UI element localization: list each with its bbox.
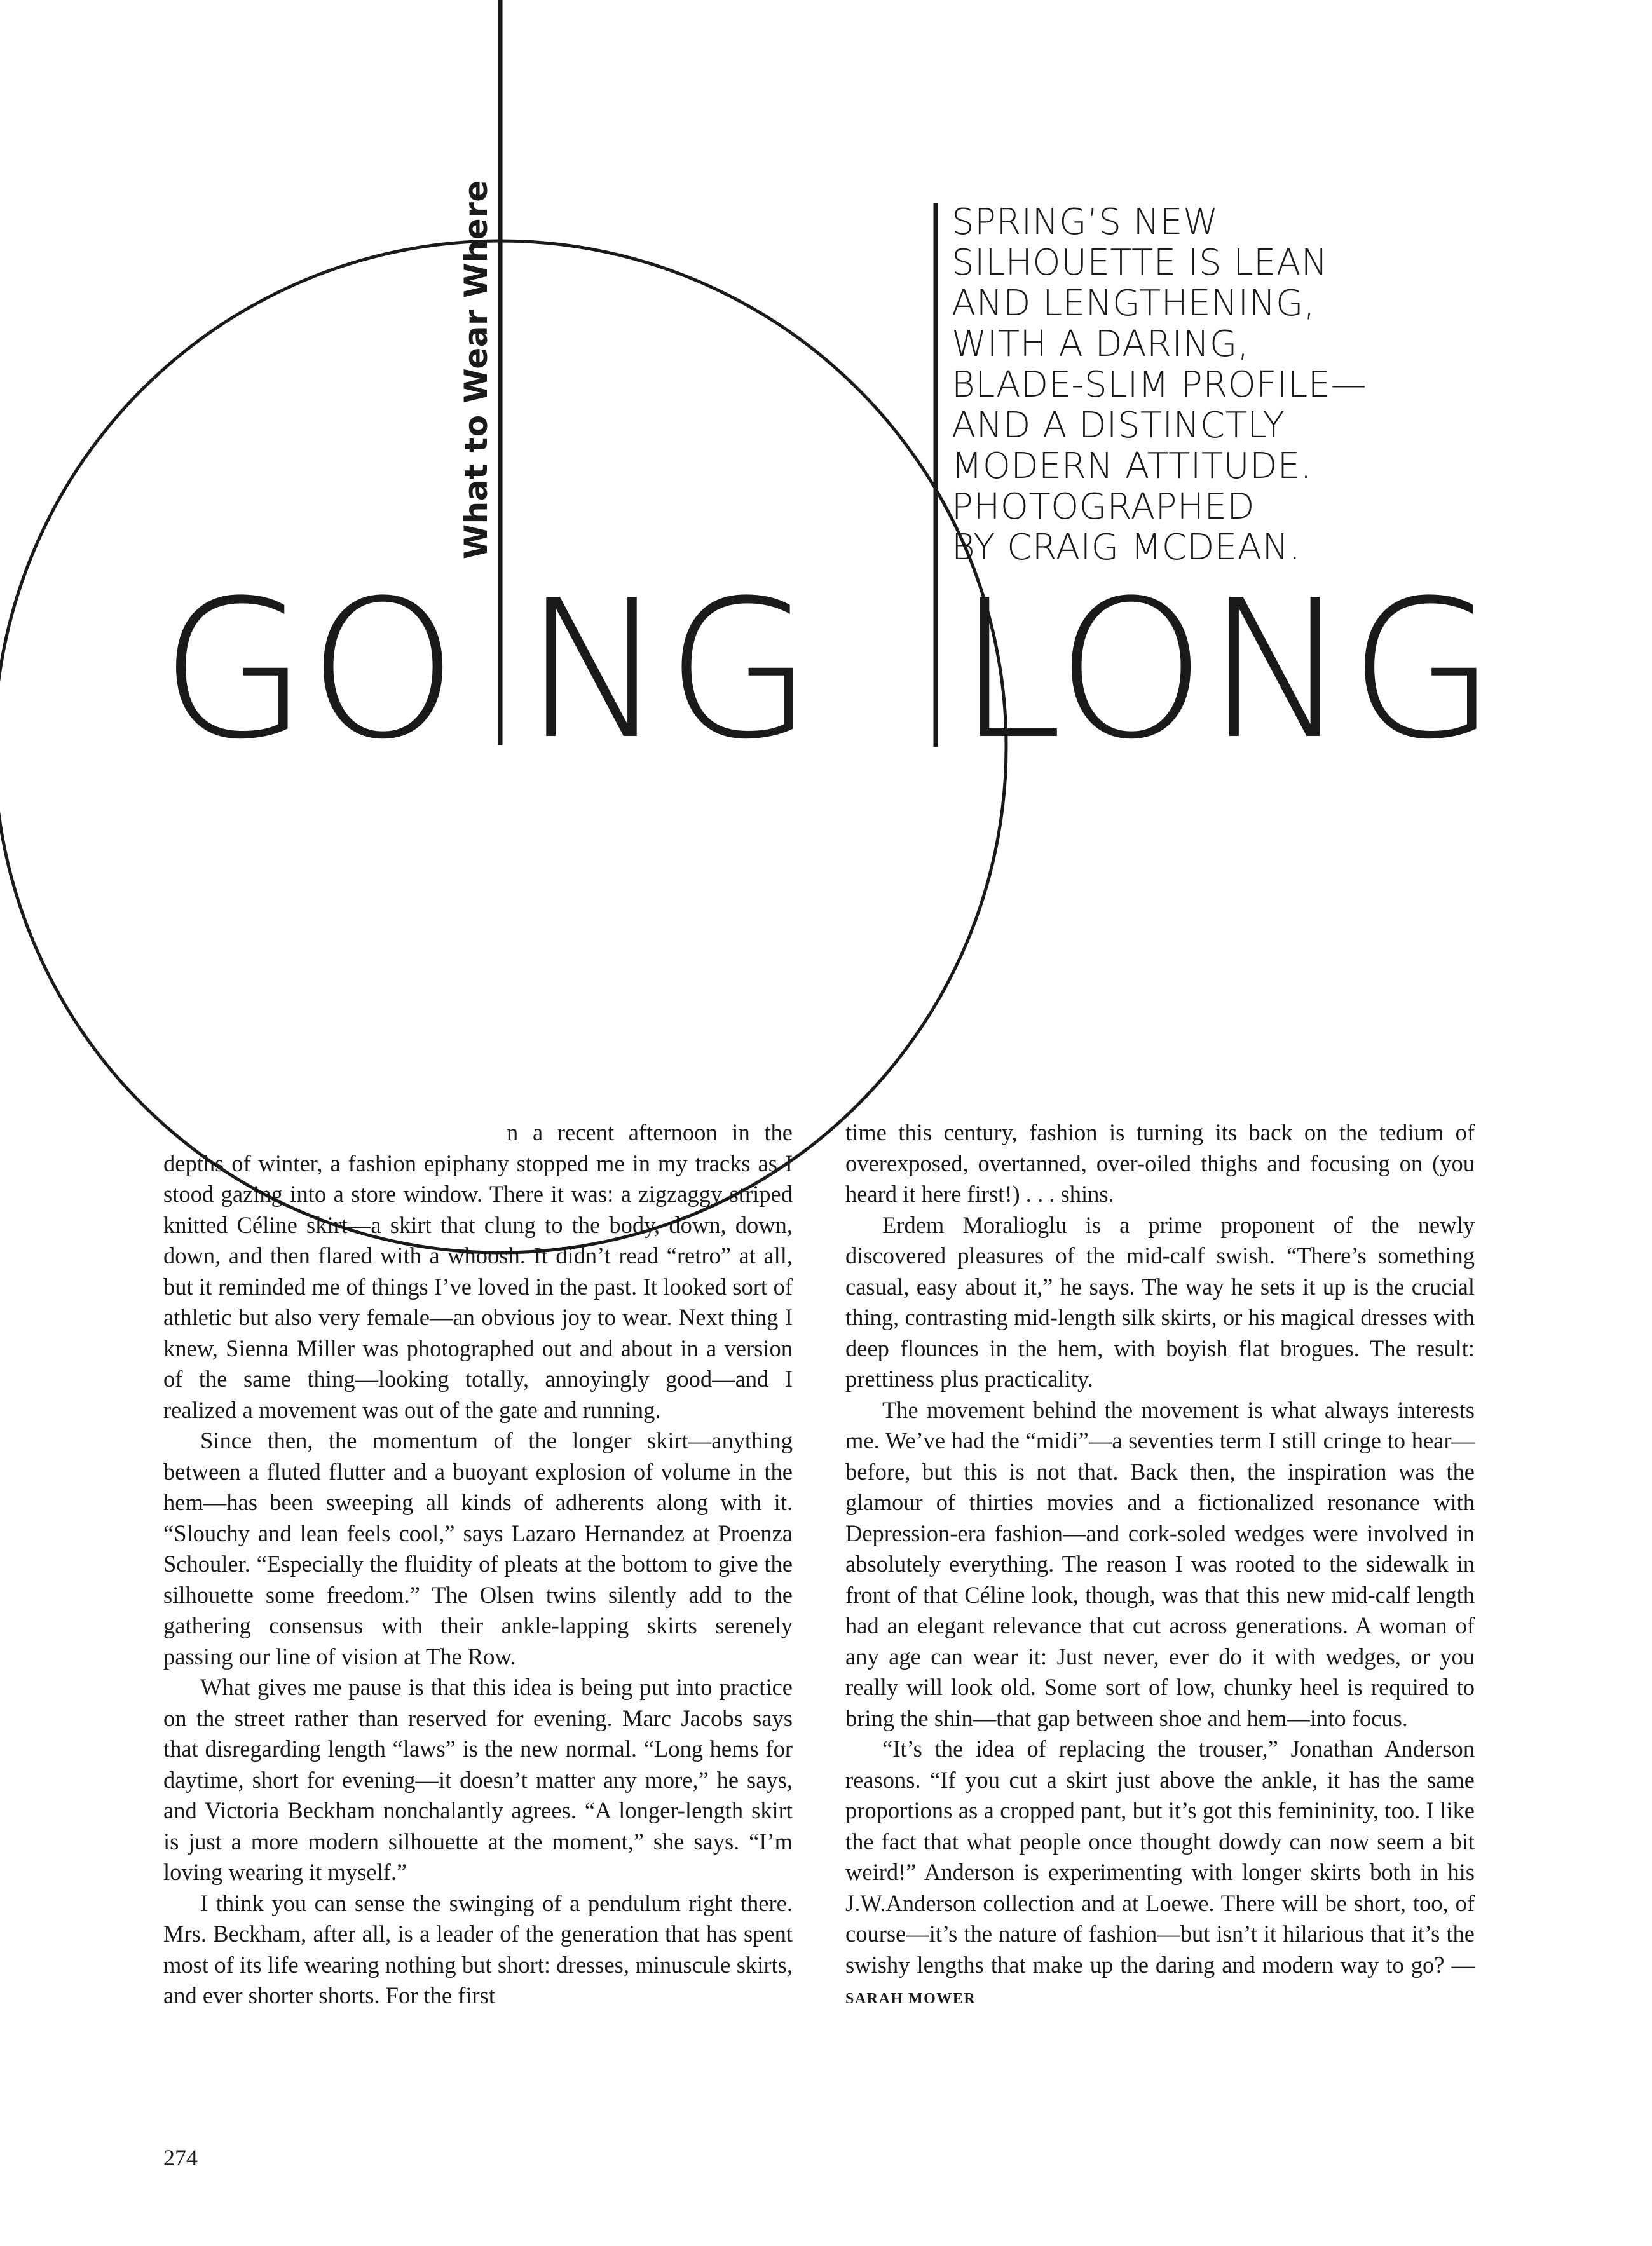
dek-line: BY CRAIG MCDEAN. [952,527,1301,568]
byline: SARAH MOWER [845,1991,976,2007]
dek-line: WITH A DARING, [952,323,1250,365]
headline-part-go: GO [160,559,458,781]
body-paragraph: What gives me pause is that this idea is being put into practice on the street rather than reserved for evening. Marc Jacobs says that disregarding length “laws” is the new normal. “Long hems for daytime, short for evening—it doesn’t matter any more,” he says, and Victoria Beckham nonchalantly agrees. “A longer-length skirt is just a more modern silhouette at the moment,” she says. “I’m loving wearing it myself.” [163,1674,793,1885]
headline-part-ng: NG [523,559,814,781]
body-paragraph [163,1117,793,1426]
page-number: 274 [163,2145,198,2170]
decorative-circle [0,241,1006,1253]
body-column-right [845,1117,1475,2015]
dek-line: MODERN ATTITUDE. [952,446,1312,487]
dek [952,202,1435,568]
dek-line: AND A DISTINCTLY [952,405,1285,446]
body-paragraph-text: “It’s the idea of replacing the trouser,” Jonathan Anderson reasons. “If you cut a skirt just above the ankle, it has the same proportions as a cropped pant, but it’s got this femininity, too. I like the fact that what people once thought dowdy can now seem a bit weird!” Anderson is experimenting with longer skirts both in his J.W.Anderson collection and at Loewe. There will be short, too, of course—it’s the nature of fashion—but isn’t it hilarious that it’s the swishy lengths that make up the daring and modern way to go? — [845,1736,1475,1978]
headline-part-long: LONG [957,559,1497,781]
dek-line: BLADE-SLIM PROFILE— [952,364,1367,405]
section-label: What to Wear Where [458,180,495,559]
body-paragraph [845,1734,1475,2015]
body-paragraph: Since then, the momentum of the longer skirt—anything between a fluted flutter and a buoyant explosion of volume in the hem—has been sweeping all kinds of adherents along with it. “Slouchy and lean feels cool,” says Lazaro Hernandez at Proenza Schouler. “Especially the fluidity of pleats at the bottom to give the silhouette some freedom.” The Olsen twins silently add to the gathering consensus with their ankle-lapping skirts serenely passing our line of vision at The Row. [163,1427,793,1670]
body-paragraph: The movement behind the movement is what always interests me. We’ve had the “midi”—a seventies term I still cringe to hear—before, but this is not that. Back then, the inspiration was the glamour of thirties movies and a fictionalized resonance with Depression-era fashion—and cork-soled wedges were involved in absolutely everything. The reason I was rooted to the sidewalk in front of that Céline look, though, was that this new mid-calf length had an elegant relevance that cut across generations. A woman of any age can wear it: Just never, ever do it with wedges, or you really will look old. Some sort of low, chunky heel is required to bring the shin—that gap between shoe and hem—into focus. [845,1396,1475,1731]
body-column-left [163,1117,793,2011]
dek-line: SPRING’S NEW [952,201,1219,243]
dek-line: AND LENGTHENING, [952,283,1316,324]
body-paragraph: time this century, fashion is turning its back on the tedium of overexposed, overtanned, over-oiled thighs and focusing on (you heard it here first!) . . . shins. [845,1119,1475,1207]
body-paragraph-text: n a recent afternoon in the depths of winter, a fashion epiphany stopped me in my tracks as I stood gazing into a store window. There it was: a zigzaggy striped knitted Céline skirt—a skirt that clung to the body, down, down, down, and then flared with a whoosh. It didn’t read “retro” at all, but it reminded me of things I’ve loved in the past. It looked sort of athletic but also very female—an obvious joy to wear. Next thing I knew, Sienna Miller was photographed out and about in a version of the same thing—looking totally, annoyingly good—and I realized a movement was out of the gate and running. [163,1119,793,1423]
body-paragraph: I think you can sense the swinging of a pendulum right there. Mrs. Beckham, after all, is a leader of the generation that has spent most of its life wearing nothing but short: dresses, minuscule skirts, and ever shorter shorts. For the first [163,1889,793,2008]
dek-line: SILHOUETTE IS LEAN [952,242,1328,283]
body-paragraph: Erdem Moralioglu is a prime proponent of the newly discovered pleasures of the mid-calf swish. “There’s something casual, easy about it,” he says. The way he sets it up is the crucial thing, contrasting mid-length silk skirts, or his magical dresses with deep flounces in the hem, with boyish flat brogues. The result: prettiness plus practicality. [845,1211,1475,1392]
dek-line: PHOTOGRAPHED [952,486,1255,527]
